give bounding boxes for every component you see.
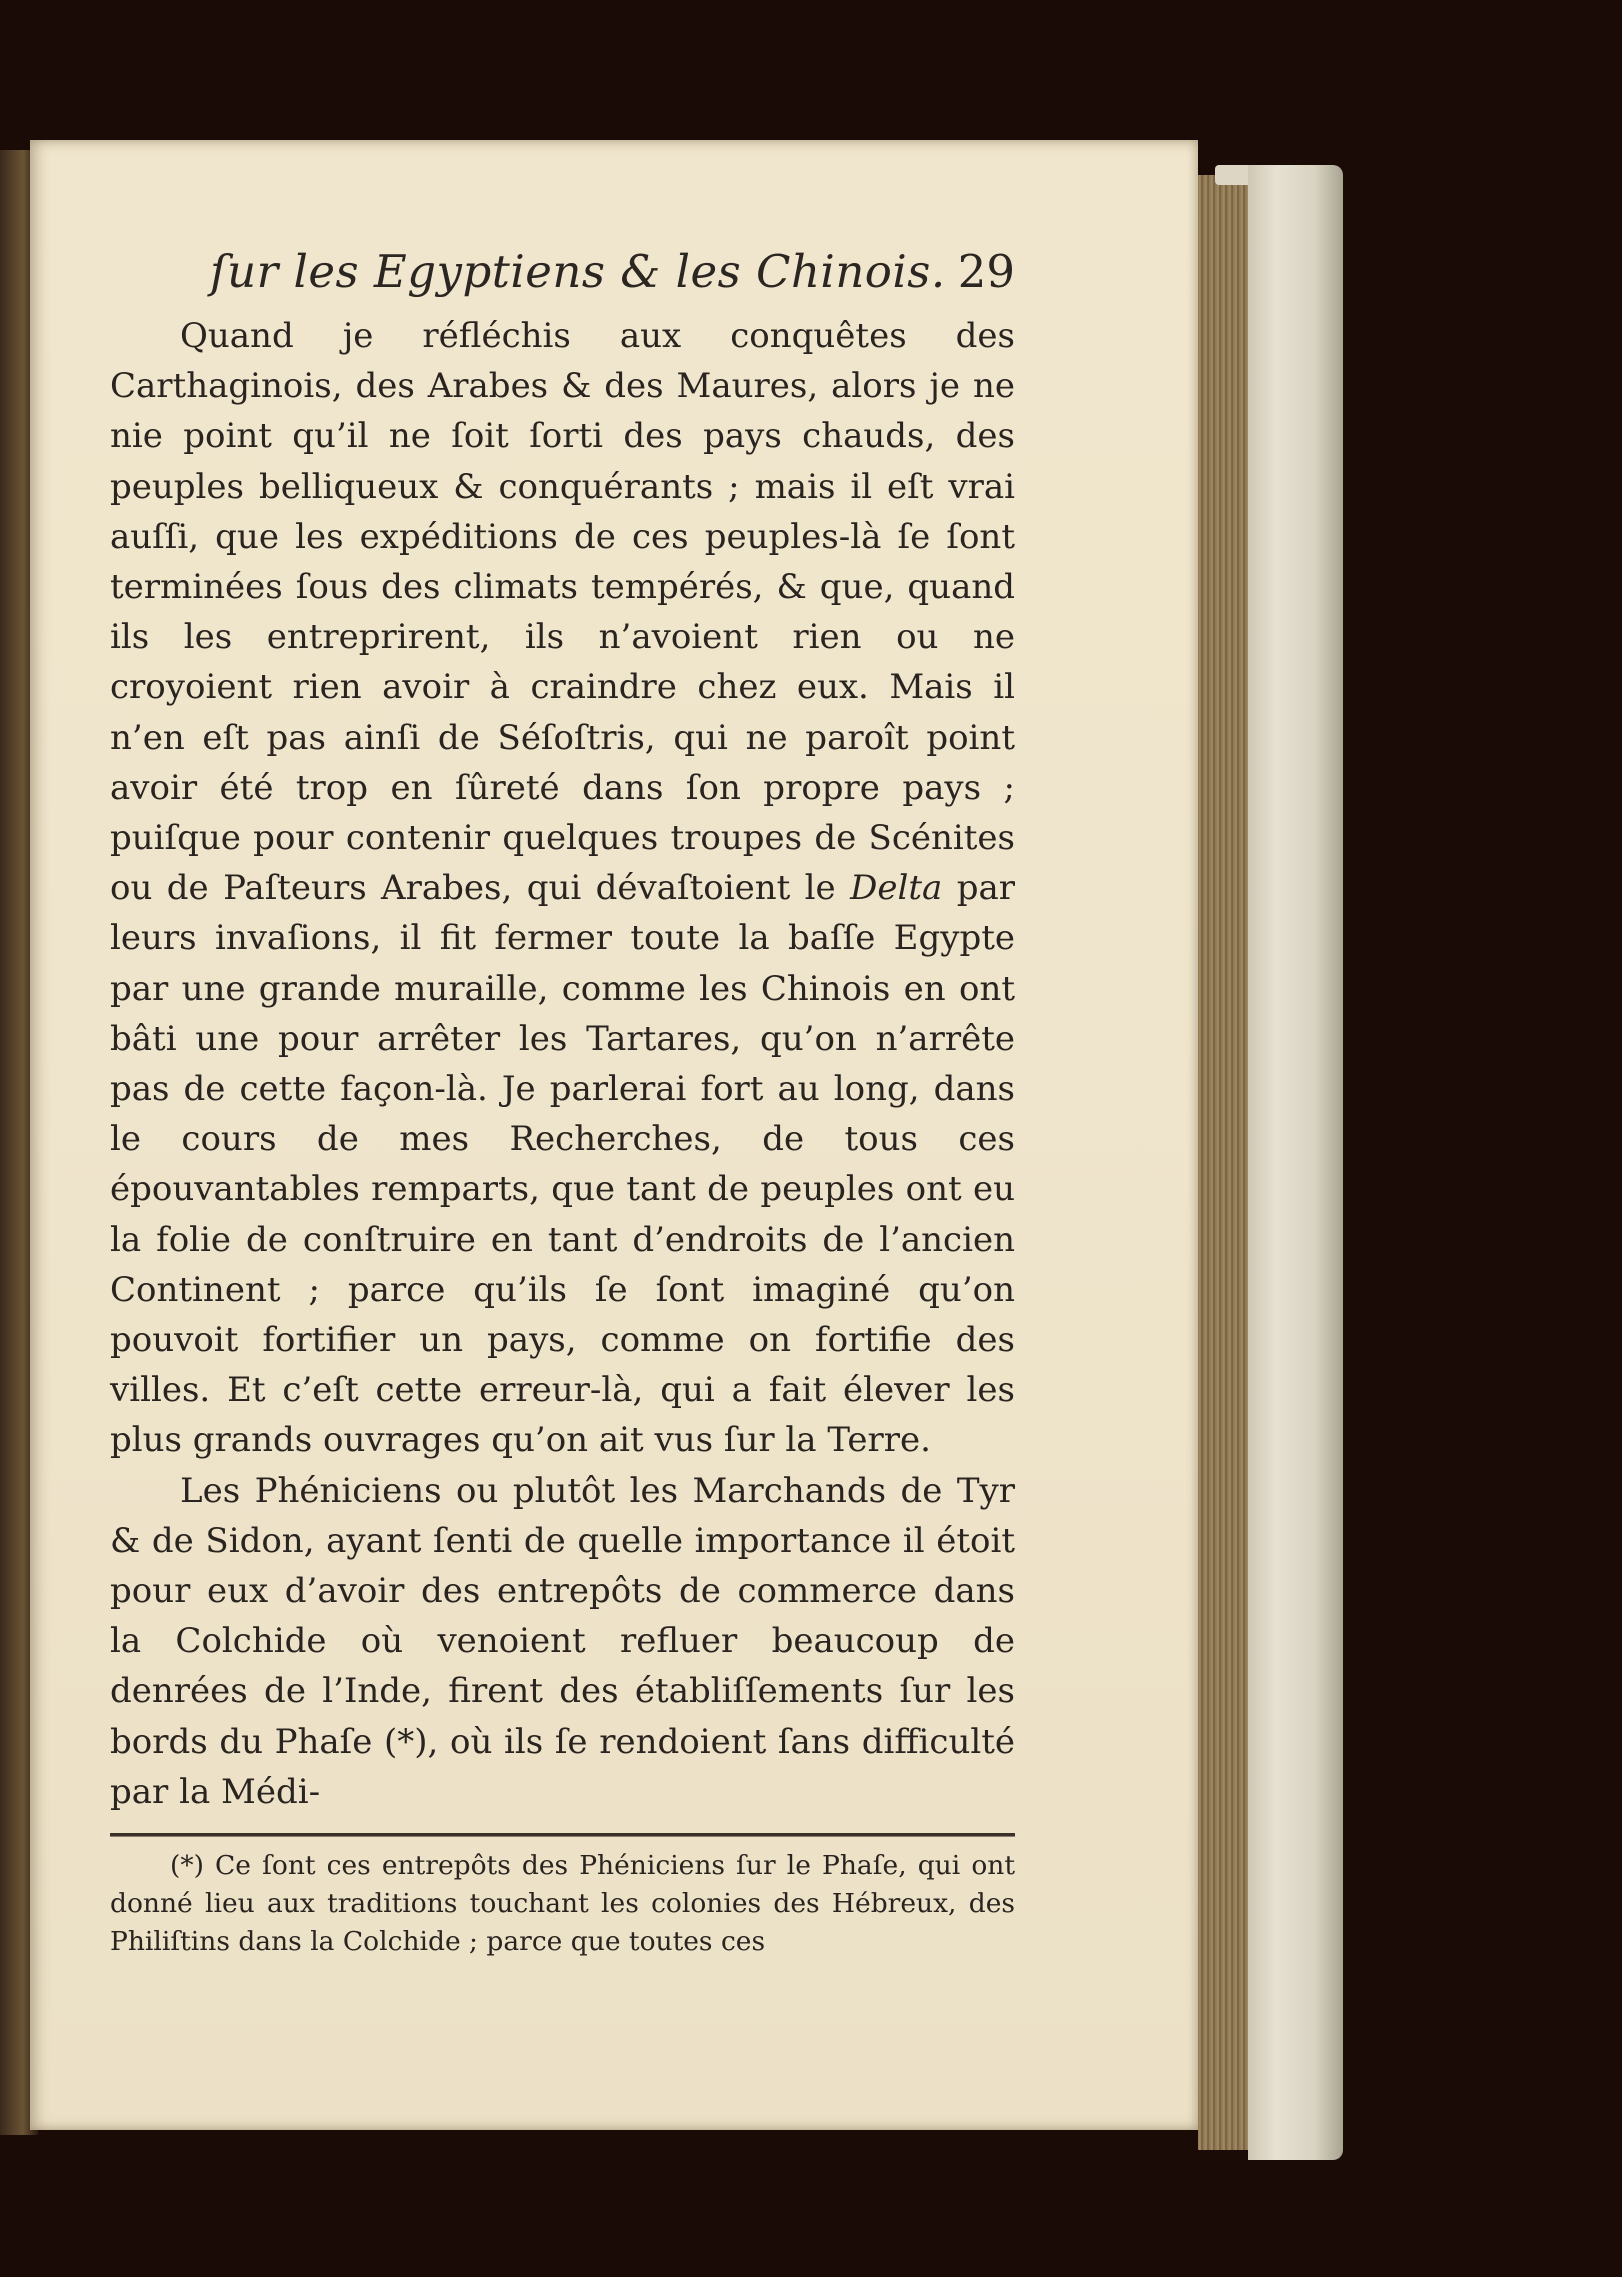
page-block-edges	[1198, 175, 1250, 2150]
page-content	[110, 245, 1015, 1961]
paragraph-2: Les Phéniciens ou plutôt les Marchands de Tyr & de Sidon, ayant ſenti de quelle importance il étoit pour eux d’avoir des entrepôts de commerce dans la Colchide où venoient refluer beaucoup de denrées de l’Inde, firent des établiſſements ſur les bords du Phaſe (*), où ils ſe rendoient ſans difficulté par la Médi-	[110, 1470, 1015, 1812]
footnote	[110, 1847, 1015, 1961]
paragraph-1-part-b: par leurs invaſions, il fit fermer toute la baſſe Egypte par une grande muraille, comme les Chinois en ont bâti une pour arrêter les Tartares, qu’on n’arrête pas de cette façon-là. Je parlerai fort au long, dans le cours de mes Recherches, de tous ces épouvantables remparts, que tant de peuples ont eu la folie de conſtruire en tant d’endroits de l’ancien Continent ; parce qu’ils ſe ſont imaginé qu’on pouvoit fortifier un pays, comme on fortifie des villes. Et c’eſt cette erreur-là, qui a fait élever les plus grands ouvrages qu’on ait vus ſur la Terre.	[110, 868, 1016, 1461]
paragraph-1	[110, 311, 1015, 1466]
page-number: 29	[957, 245, 1015, 298]
footnote-rule	[110, 1833, 1015, 1837]
book-cover	[1248, 165, 1343, 2160]
running-title: ſur les Egyptiens & les Chinois.	[210, 245, 946, 298]
body-text	[110, 311, 1015, 1817]
emphasis-delta: Delta	[850, 868, 943, 909]
paragraph-1-part-a: Quand je réfléchis aux conquêtes des Carthaginois, des Arabes & des Maures, alors je ne nie point qu’il ne ſoit ſorti des pays chauds, des peuples belliqueux & conquérants ; mais il eſt vrai auſſi, que les expéditions de ces peuples-là ſe ſont terminées ſous des climats tempérés, & que, quand ils les entreprirent, ils n’avoient rien ou ne croyoient rien avoir à craindre chez eux. Mais il n’en eſt pas ainſi de Séſoſtris, qui ne paroît point avoir été trop en ſûreté dans ſon propre pays ; puiſque pour contenir quelques troupes de Scénites ou de Paſteurs Arabes, qui dévaſtoient le	[110, 316, 1015, 909]
footnote-text: (*) Ce ſont ces entrepôts des Phéniciens ſur le Phaſe, qui ont donné lieu aux traditions touchant les colonies des Hébreux, des Philiſtins dans la Colchide ; parce que toutes ces	[110, 1850, 1015, 1958]
running-head	[210, 245, 1015, 305]
